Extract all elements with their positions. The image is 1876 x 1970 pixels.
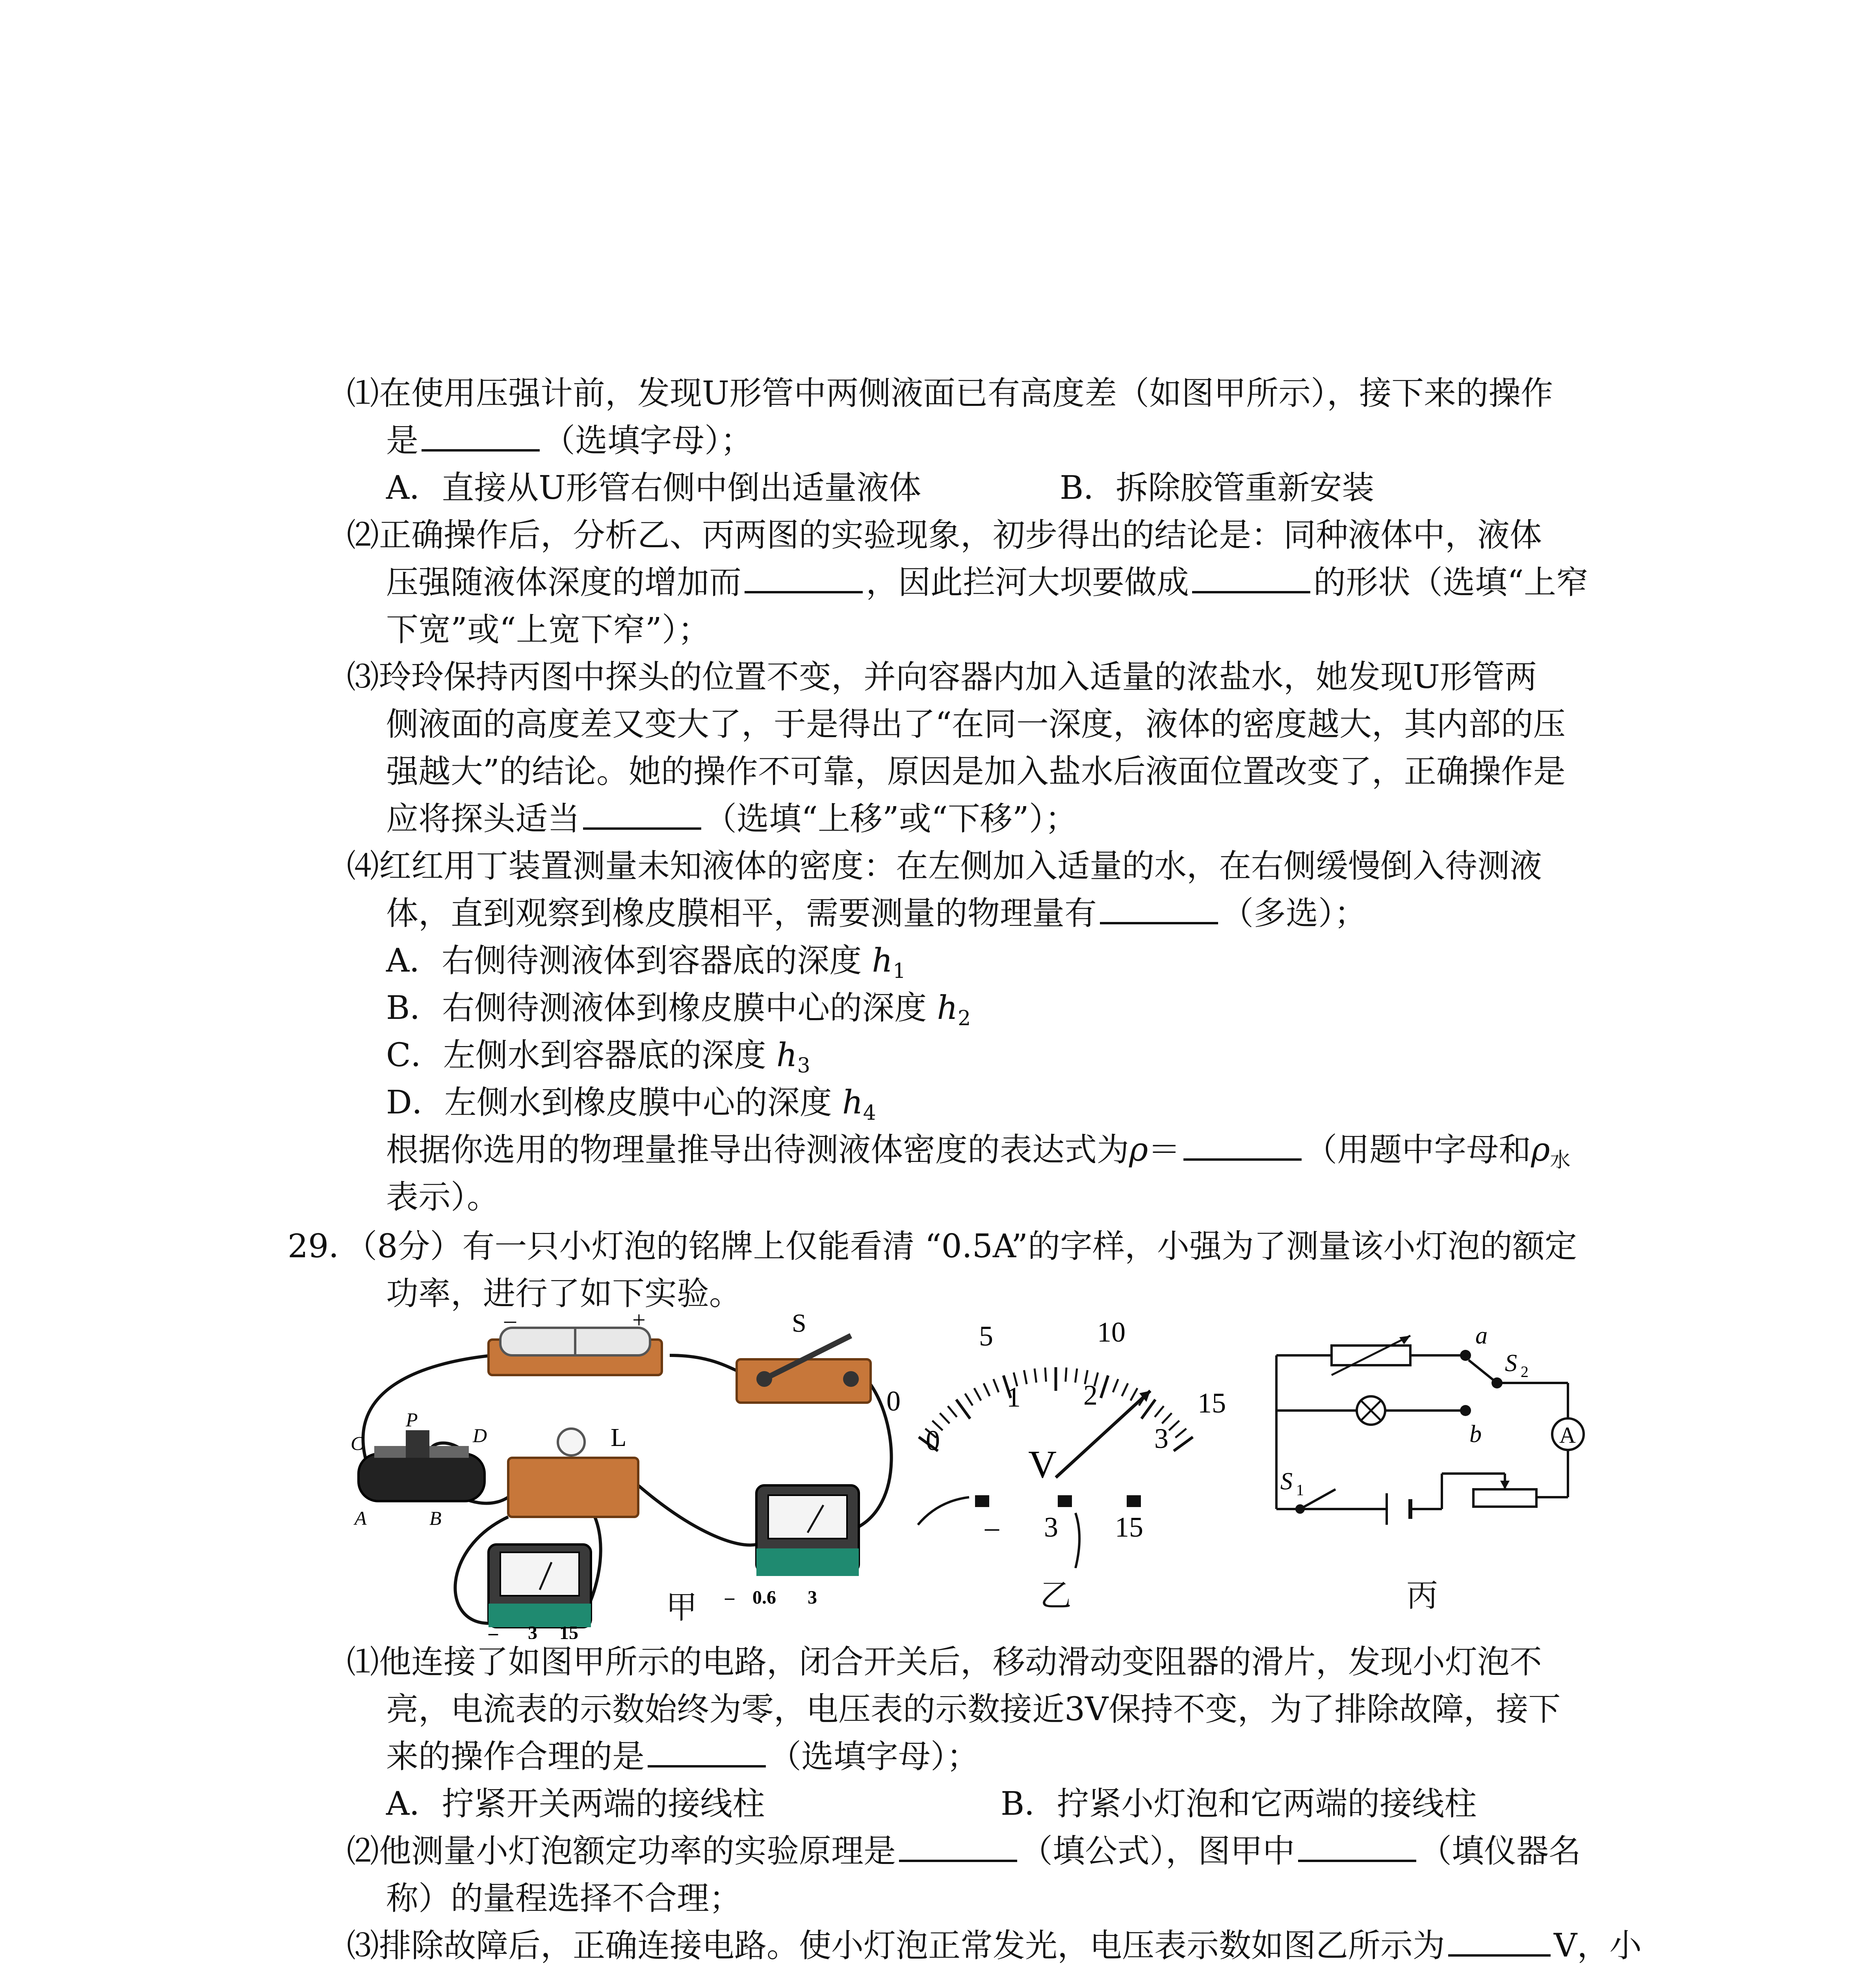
dial-tick [984, 1383, 990, 1396]
answer-blank[interactable] [1192, 560, 1310, 593]
battery-plus-label: + [632, 1312, 646, 1333]
text: （用题中字母和 [1305, 1131, 1531, 1169]
q28-p3-line4 [386, 796, 1077, 842]
dial-top-tick-0: 0 [886, 1385, 901, 1417]
dial-tick [1075, 1368, 1077, 1383]
text: 来的操作合理的是 [386, 1738, 645, 1775]
dial-tick [1174, 1437, 1193, 1451]
lamp-label: L [611, 1423, 627, 1452]
var-rho: ρ [1531, 1131, 1550, 1169]
q29-p2-line1 [347, 1828, 1581, 1875]
rheostat-symbol [1473, 1489, 1536, 1507]
dial-tick [994, 1379, 999, 1392]
sub: 4 [863, 1101, 876, 1125]
answer-blank[interactable] [583, 797, 701, 830]
figure-yi-caption: 乙 [1040, 1577, 1072, 1614]
dial-ticks [919, 1367, 1193, 1451]
switch-s2-sub: 2 [1521, 1363, 1529, 1381]
text: ⑶排除故障后，正确连接电路。使小灯泡正常发光，电压表示数如图乙所示为 [347, 1927, 1445, 1964]
text: C．左侧水到容器底的深度 [386, 1037, 766, 1074]
var-h: h [872, 942, 893, 979]
q28-p2-line2 [386, 559, 1588, 606]
dial-term-3: 3 [1044, 1511, 1058, 1543]
dial-bottom-tick-1: 1 [1007, 1381, 1021, 1413]
q29-p1-line3 [386, 1734, 979, 1780]
q28-p2-line1: ⑵正确操作后，分析乙、丙两图的实验现象，初步得出的结论是：同种液体中，液体 [347, 517, 1542, 554]
dial-top-tick-15: 15 [1198, 1387, 1226, 1419]
text: （选填字母）； [769, 1738, 979, 1775]
dial-tick [1162, 1413, 1172, 1424]
switch-s1-label: S [1280, 1468, 1293, 1495]
dial-tick [1045, 1368, 1046, 1382]
rheostat-slider [406, 1430, 429, 1458]
switch-s2-blade [1469, 1360, 1497, 1383]
figure-yi-voltmeter-dial [879, 1316, 1257, 1568]
text: （选填“上移”或“下移”）； [704, 800, 1077, 838]
dial-bottom-tick-3: 3 [1154, 1423, 1168, 1454]
answer-blank[interactable] [745, 560, 863, 593]
var-h: h [937, 989, 958, 1027]
dial-tick [1035, 1368, 1036, 1383]
q28-p1-option-a: A．直接从U形管右侧中倒出适量液体 [386, 469, 921, 507]
q29-p2-line2: 称）的量程选择不合理； [386, 1880, 742, 1917]
q29-heading-line2: 功率，进行了如下实验。 [386, 1275, 742, 1312]
voltmeter-term-3: 3 [528, 1622, 537, 1639]
answer-blank[interactable] [899, 1829, 1017, 1862]
ammeter-term-3: 3 [808, 1587, 817, 1608]
q29-p1-option-a: A．拧紧开关两端的接线柱 [386, 1785, 765, 1823]
figure-jia-circuit [339, 1312, 906, 1639]
sub: 2 [958, 1007, 971, 1030]
q28-p3-line2: 侧液面的高度差又变大了，于是得出了“在同一深度，液体的密度越大，其内部的压 [386, 706, 1566, 743]
ammeter-term-minus: – [725, 1587, 734, 1608]
text: （填仪器名 [1419, 1832, 1581, 1870]
dial-tick [1024, 1370, 1027, 1384]
answer-blank[interactable] [1448, 1924, 1551, 1957]
q28-p4-last-line2: 表示）。 [386, 1178, 500, 1216]
q29-p1-line1: ⑴他连接了如图甲所示的电路，闭合开关后，移动滑动变阻器的滑片，发现小灯泡不 [347, 1643, 1542, 1681]
var-h: h [776, 1037, 797, 1074]
dial-tick [974, 1388, 981, 1401]
q28-p4-line2 [386, 890, 1367, 937]
dial-tick [1131, 1388, 1137, 1401]
q28-p1-line1: ⑴在使用压强计前，发现U形管中两侧液面已有高度差（如图甲所示），接下来的操作 [347, 375, 1553, 412]
dial-tick [940, 1413, 950, 1424]
dial-unit-label: V [1028, 1442, 1057, 1486]
text: 体，直到观察到橡皮膜相平，需要测量的物理量有 [386, 895, 1097, 932]
text: V，小 [1554, 1927, 1642, 1964]
dial-needle [1056, 1391, 1150, 1478]
dial-tick [948, 1406, 957, 1417]
figure-bing-caption: 丙 [1406, 1577, 1438, 1614]
answer-blank[interactable] [648, 1734, 766, 1767]
rheostat-a-label: A [355, 1507, 367, 1529]
rheostat-d-label: D [473, 1424, 487, 1446]
text: D．左侧水到橡皮膜中心的深度 [386, 1084, 832, 1121]
terminal-15 [1127, 1495, 1141, 1507]
dial-tick [1141, 1399, 1155, 1419]
dial-top-tick-10: 10 [1097, 1316, 1126, 1348]
q28-p1-option-b: B．拆除胶管重新安装 [1060, 469, 1374, 507]
text: 应将探头适当 [386, 800, 580, 838]
q28-p3-line3: 强越大”的结论。她的操作不可靠，原因是加入盐水后液面位置改变了，正确操作是 [386, 753, 1566, 790]
sub: 3 [797, 1054, 810, 1078]
q29-p1-option-b: B．拧紧小灯泡和它两端的接线柱 [1001, 1785, 1477, 1823]
q29-p1-line2: 亮，电流表的示数始终为零，电压表的示数接近3V保持不变，为了排除故障，接下 [386, 1691, 1561, 1728]
dial-tick [1113, 1379, 1118, 1392]
rheostat-p-label: P [406, 1409, 418, 1431]
terminal-minus [975, 1495, 989, 1507]
q28-p4-last-line [386, 1127, 1571, 1184]
var-h: h [842, 1084, 863, 1121]
ammeter-symbol-label: A [1559, 1422, 1576, 1448]
lamp-bulb [558, 1429, 585, 1455]
q29-heading-line1: 29．（8分）有一只小灯泡的铭牌上仅能看清 “0.5A”的字样，小强为了测量该小灯泡的额定 [288, 1228, 1577, 1265]
dial-tick [965, 1394, 973, 1405]
figure-jia-caption: 甲 [666, 1589, 697, 1626]
dial-bottom-tick-0: 0 [926, 1425, 940, 1456]
dial-tick [956, 1399, 970, 1419]
text: 压强随液体深度的增加而 [386, 564, 742, 601]
text: ＝ [1148, 1131, 1181, 1169]
dial-tick [1101, 1375, 1108, 1398]
terminal-3 [1058, 1495, 1072, 1507]
switch-s1-sub: 1 [1296, 1481, 1304, 1499]
switch-s2-label: S [1505, 1350, 1517, 1377]
dial-term-minus: – [985, 1511, 999, 1543]
dial-tick [1169, 1421, 1179, 1431]
var-rho: ρ [1129, 1131, 1148, 1169]
rheostat [358, 1454, 485, 1501]
q28-p2-line3: 下宽”或“上宽下窄”）； [386, 611, 710, 649]
q28-p3-line1: ⑶玲玲保持丙图中探头的位置不变，并向容器内加入适量的浓盐水，她发现U形管两 [347, 658, 1537, 696]
voltmeter-term-15: 15 [559, 1622, 578, 1639]
text: A．右侧待测液体到容器底的深度 [386, 942, 862, 979]
text: ，因此拦河大坝要做成 [866, 564, 1189, 601]
answer-blank[interactable] [1298, 1829, 1416, 1862]
text: （选填字母）； [543, 422, 753, 459]
q28-p4-line1: ⑷红红用丁装置测量未知液体的密度：在左侧加入适量的水，在右侧缓慢倒入待测液 [347, 847, 1542, 885]
figure-bing-circuit-diagram [1253, 1324, 1599, 1544]
lamp-base [508, 1458, 638, 1517]
dial-top-tick-5: 5 [979, 1320, 993, 1352]
switch-s2-label-b: b [1469, 1421, 1482, 1448]
text: 根据你选用的物理量推导出待测液体密度的表达式为 [386, 1131, 1129, 1169]
rheostat-c-label: C [351, 1432, 364, 1454]
dial-term-15: 15 [1115, 1511, 1143, 1543]
wire [638, 1485, 756, 1545]
switch-label: S [792, 1312, 806, 1338]
text: 是 [386, 422, 419, 459]
voltmeter-term-minus: – [489, 1622, 498, 1639]
q29-p3-line1 [347, 1923, 1642, 1969]
dial-tick [1176, 1429, 1187, 1438]
text: （多选）； [1221, 895, 1367, 932]
text: B．右侧待测液体到橡皮膜中心的深度 [386, 989, 927, 1027]
dial-bottom-tick-2: 2 [1083, 1379, 1098, 1411]
battery-minus-label: – [504, 1312, 516, 1333]
answer-blank[interactable] [1100, 891, 1218, 924]
switch-s1-blade [1300, 1489, 1335, 1509]
rheostat-b-label: B [429, 1507, 442, 1529]
text: 的形状（选填“上窄 [1313, 564, 1588, 601]
ammeter-term-06: 0.6 [752, 1587, 776, 1608]
sub: 1 [893, 959, 906, 983]
q28-p1-line2 [386, 418, 753, 464]
answer-blank[interactable] [1183, 1128, 1302, 1161]
text: （填公式），图甲中 [1020, 1832, 1295, 1870]
answer-blank[interactable] [422, 418, 540, 452]
dial-tick [1155, 1406, 1164, 1417]
sub: 水 [1550, 1149, 1571, 1172]
dial-tick [1122, 1383, 1128, 1396]
switch-s2-label-a: a [1475, 1324, 1488, 1349]
text: ⑵他测量小灯泡额定功率的实验原理是 [347, 1832, 896, 1870]
